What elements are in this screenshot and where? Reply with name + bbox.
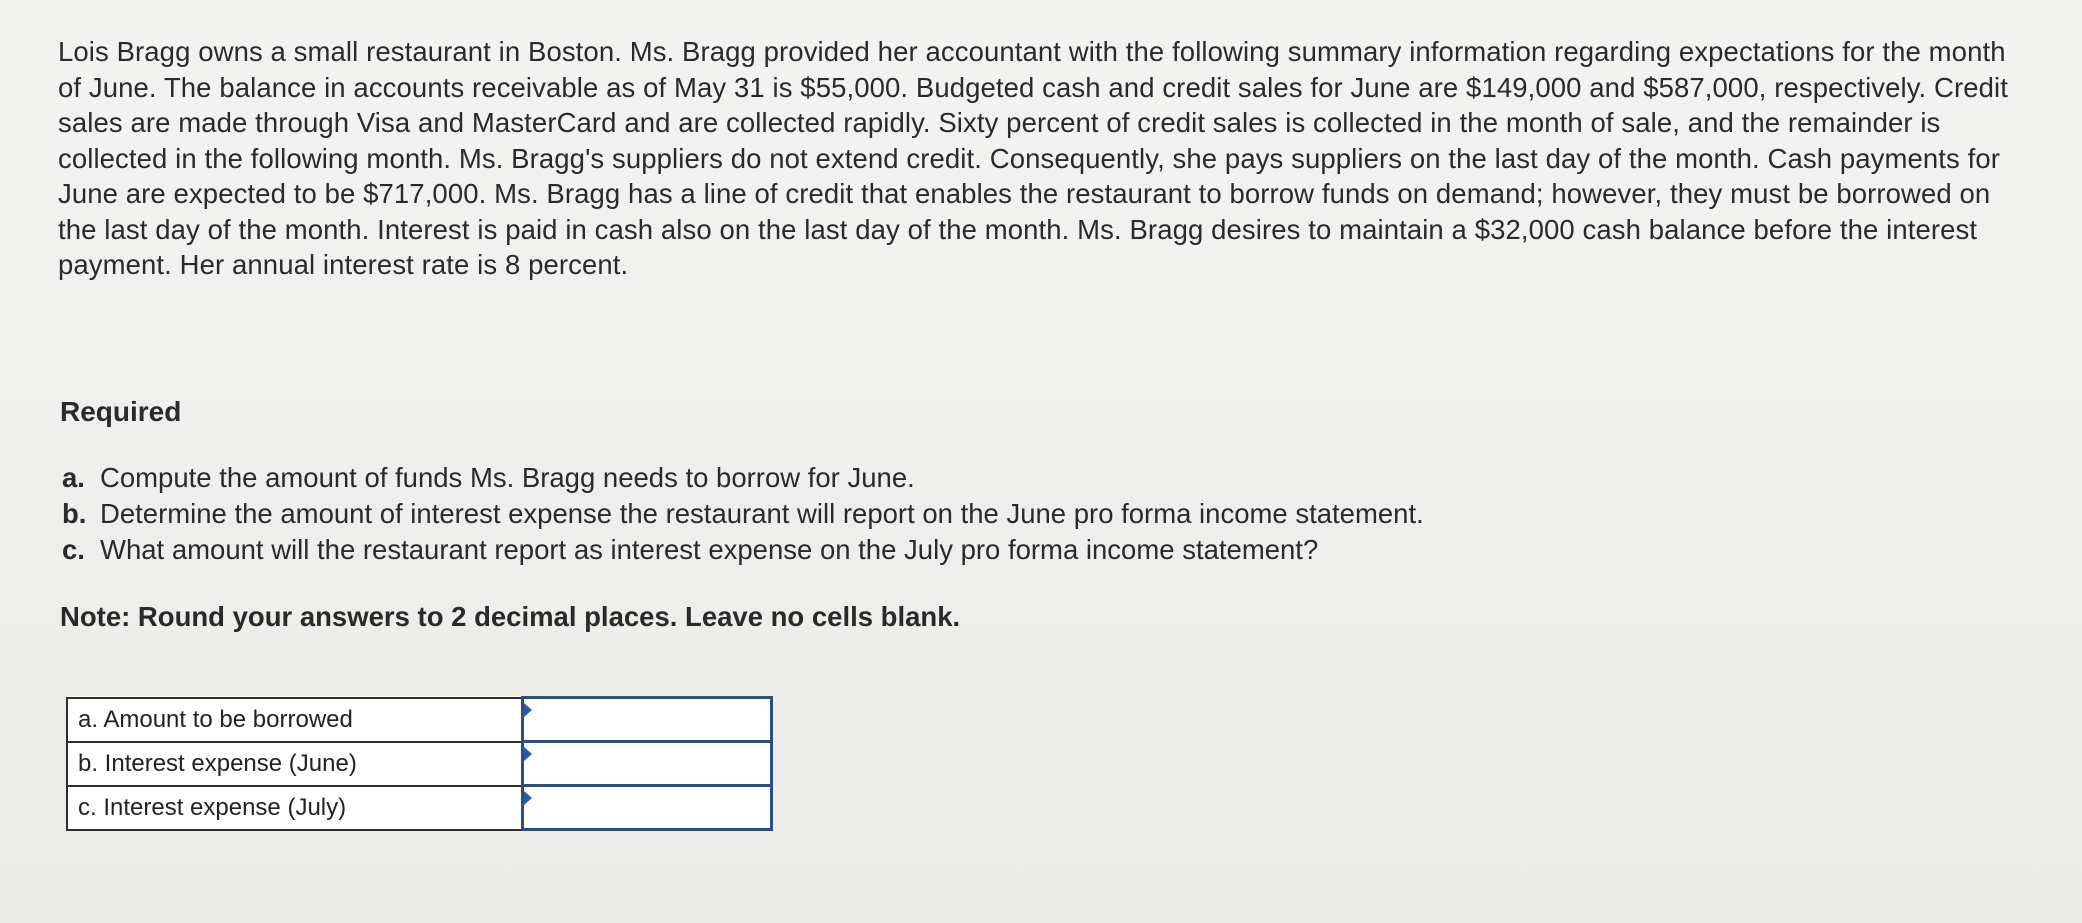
requirement-text: What amount will the restaurant report as interest expense on the July pro forma income statement? [100, 534, 1319, 565]
table-row [67, 786, 771, 830]
interest-july-input[interactable] [524, 788, 770, 828]
interest-july-label: c. Interest expense (July) [67, 786, 522, 830]
input-marker-icon [524, 747, 532, 761]
interest-june-input[interactable] [524, 744, 770, 784]
answer-table [66, 696, 773, 831]
input-marker-icon [524, 703, 532, 717]
interest-june-cell [522, 742, 771, 786]
requirement-letter: c. [62, 534, 85, 565]
table-row [67, 698, 771, 742]
requirement-text: Determine the amount of interest expense the restaurant will report on the June pro forma income statement. [100, 498, 1424, 529]
requirement-b [62, 496, 1424, 532]
rounding-note: Note: Round your answers to 2 decimal places. Leave no cells blank. [60, 601, 961, 632]
interest-july-cell [522, 786, 771, 830]
requirements-list [62, 460, 1424, 568]
interest-june-label: b. Interest expense (June) [67, 742, 522, 786]
required-heading: Required [60, 396, 182, 427]
requirement-c [62, 532, 1424, 568]
requirement-letter: b. [62, 498, 87, 529]
problem-statement: Lois Bragg owns a small restaurant in Boston. Ms. Bragg provided her accountant with the following summary information regarding expectations for the month of June. The balance in accounts receivable as of May 31 is $55,000. Budgeted cash and credit sales for June are $149,000 and $587,000, respectively. Credit sales are made through Visa and MasterCard and are collected rapidly. Sixty percent of credit sales is collected in the month of sale, and the remainder is collected in the following month. Ms. Bragg's suppliers do not extend credit. Consequently, she pays suppliers on the last day of the month. Cash payments for June are expected to be $717,000. Ms. Bragg has a line of credit that enables the restaurant to borrow funds on demand; however, they must be borrowed on the last day of the month. Interest is paid in cash also on the last day of the month. Ms. Bragg desires to maintain a $32,000 cash balance before the interest payment. Her annual interest rate is 8 percent. [58, 36, 2008, 280]
amount-borrowed-input[interactable] [524, 700, 770, 740]
amount-borrowed-label: a. Amount to be borrowed [67, 698, 522, 742]
requirement-text: Compute the amount of funds Ms. Bragg needs to borrow for June. [100, 462, 915, 493]
requirement-letter: a. [62, 462, 85, 493]
table-row [67, 742, 771, 786]
amount-borrowed-cell [522, 698, 771, 742]
requirement-a [62, 460, 1424, 496]
input-marker-icon [524, 791, 532, 805]
